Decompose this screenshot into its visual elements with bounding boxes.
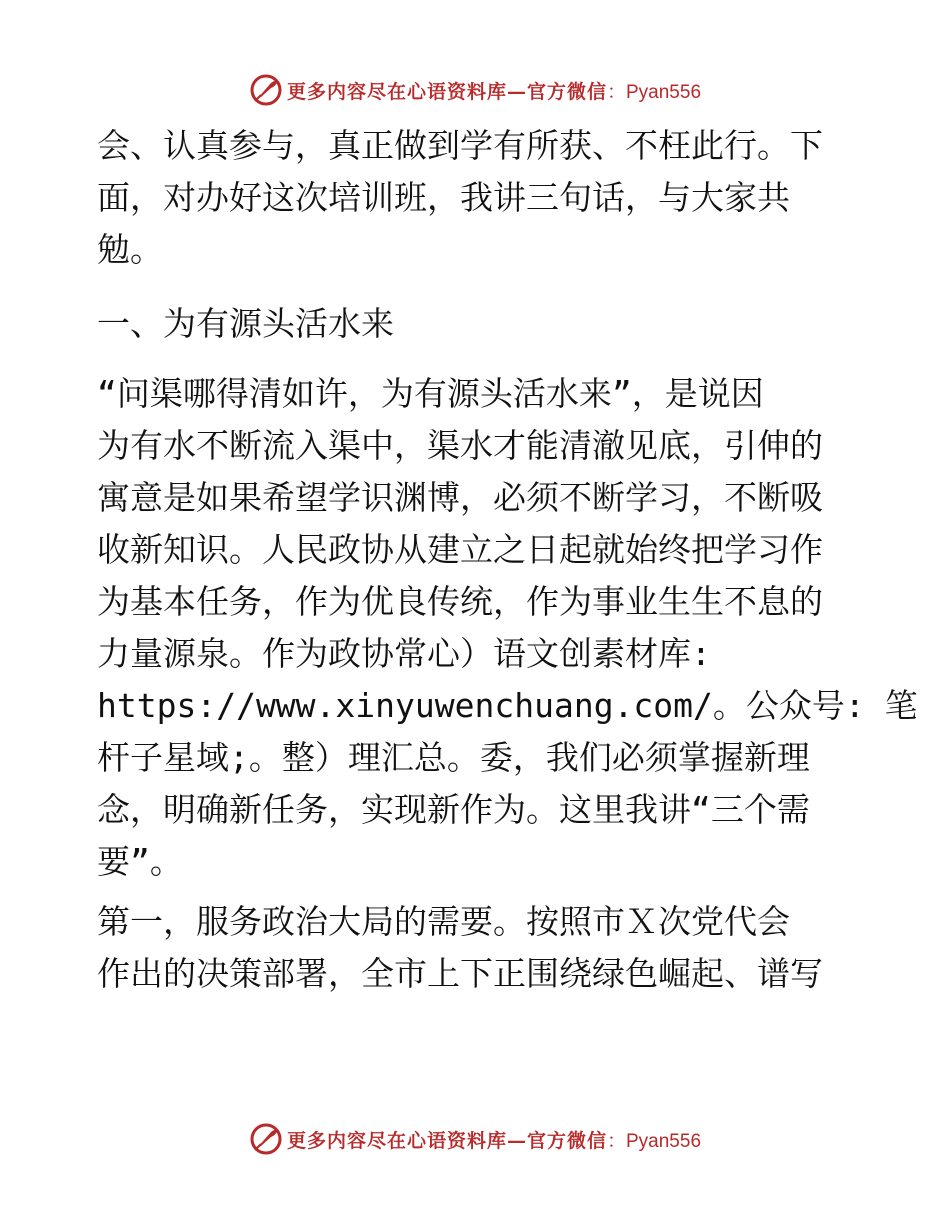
text-line: 收新知识。人民政协从建立之日起就始终把学习作 [97,530,823,569]
text-line: 作出的决策部署，全市上下正围绕绿色崛起、谱写 [97,954,823,993]
url-line: https://www.xinyuwenchuang.com/。公众号: 笔 [97,686,918,725]
banner-contact: ：Pyan556 [607,81,702,103]
feather-pen-logo-icon [249,1122,283,1156]
text-line: 勉。 [97,230,163,269]
footer-watermark-banner [0,1119,950,1159]
text-line: 第一，服务政治大局的需要。按照市Ｘ次党代会 [97,902,790,941]
text-line: 要”。 [97,842,183,881]
document-body [97,120,918,1000]
banner-title: 更多内容尽在心语资料库—官方微信 [286,80,607,103]
text-line: 会、认真参与，真正做到学有所获、不枉此行。下 [97,126,823,165]
text-line: 力量源泉。作为政协常心）语文创素材库: [97,634,711,673]
text-line: 为有水不断流入渠中，渠水才能清澈见底，引伸的 [97,426,823,465]
text-line: 念，明确新任务，实现新作为。这里我讲“三个需 [97,790,810,829]
section-heading: 一、为有源头活水来 [97,304,394,343]
text-line: 寓意是如果希望学识渊博，必须不断学习，不断吸 [97,478,823,517]
header-watermark-banner [0,70,950,110]
text-line: 面，对办好这次培训班，我讲三句话，与大家共 [97,178,790,217]
banner-title: 更多内容尽在心语资料库—官方微信 [286,1129,607,1152]
text-line: 杆子星域;。整）理汇总。委，我们必须掌握新理 [97,738,810,777]
text-line: 为基本任务，作为优良传统，作为事业生生不息的 [97,582,823,621]
text-line: “问渠哪得清如许，为有源头活水来”，是说因 [97,374,764,413]
feather-pen-logo-icon [249,73,283,107]
banner-contact: ：Pyan556 [607,1130,702,1152]
